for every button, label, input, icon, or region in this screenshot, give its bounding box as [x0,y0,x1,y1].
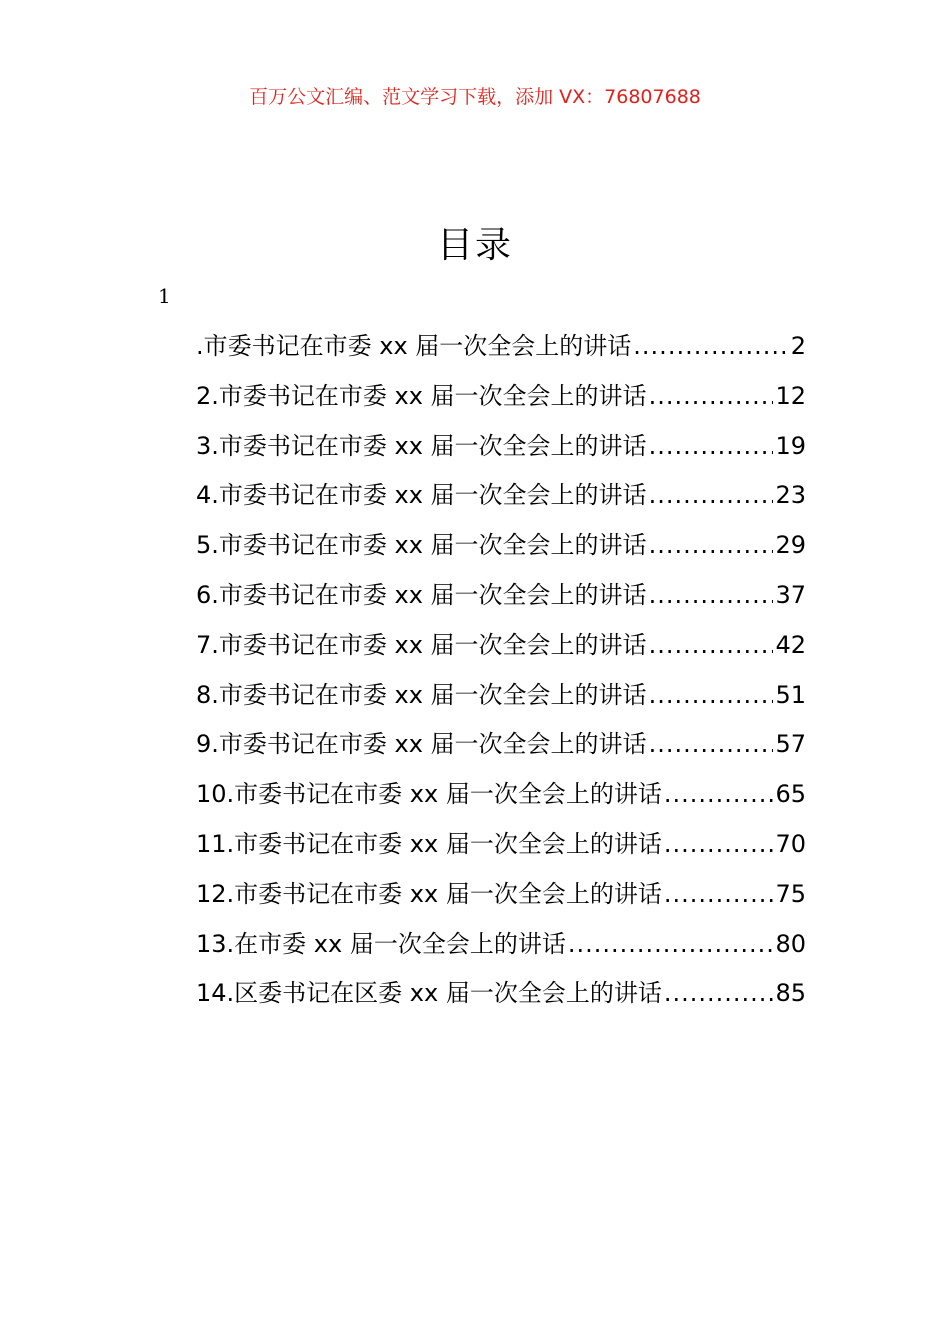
toc-page-number: 85 [775,979,806,1008]
toc-page-number: 80 [775,929,806,958]
toc-leader [568,926,774,962]
toc-page-number: 57 [775,730,806,759]
toc-leader [664,776,774,812]
toc-page-number: 19 [775,431,806,460]
toc-entry[interactable] [196,726,806,776]
toc-leader [649,477,774,513]
toc-page-number: 12 [775,381,806,410]
toc-entry[interactable] [196,328,806,378]
toc-entry[interactable] [196,577,806,627]
toc-leader [633,328,788,364]
toc-entry[interactable] [196,627,806,677]
toc-entry-title: 2.市委书记在市委 xx 届一次全会上的讲话 [196,381,647,410]
toc-page-number: 29 [775,531,806,560]
toc-leader [664,826,774,862]
toc-entry-title: 6.市委书记在市委 xx 届一次全会上的讲话 [196,580,647,609]
toc-entry-title: 10.市委书记在市委 xx 届一次全会上的讲话 [196,780,662,809]
toc-page-number: 37 [775,580,806,609]
toc-page-number: 23 [775,481,806,510]
toc-entry-title: 12.市委书记在市委 xx 届一次全会上的讲话 [196,879,662,908]
toc-page-number: 42 [775,630,806,659]
toc-entry-title: 14.区委书记在区委 xx 届一次全会上的讲话 [196,979,662,1008]
toc-leader [664,975,774,1011]
header-note: 百万公文汇编、范文学习下载，添加 VX：76807688 [249,86,701,108]
page-title: 目录 [436,225,513,266]
toc-leader [649,527,774,563]
toc-entry[interactable] [196,477,806,527]
toc-leader [649,726,774,762]
toc-entry-title: 8.市委书记在市委 xx 届一次全会上的讲话 [196,680,647,709]
toc-entry-title: 13.在市委 xx 届一次全会上的讲话 [196,929,566,958]
toc-entry[interactable] [196,677,806,727]
toc-entry[interactable] [196,378,806,428]
toc-entry[interactable] [196,776,806,826]
toc-entry-title: 5.市委书记在市委 xx 届一次全会上的讲话 [196,531,647,560]
toc-entry-title: 11.市委书记在市委 xx 届一次全会上的讲话 [196,829,662,858]
toc-page-number: 70 [775,829,806,858]
toc-page-number: 51 [775,680,806,709]
toc-leader [649,627,774,663]
toc-list [196,328,806,1025]
toc-entry[interactable] [196,428,806,478]
page-marker: 1 [158,284,171,308]
toc-entry[interactable] [196,527,806,577]
toc-leader [649,577,774,613]
toc-page-number: 65 [775,780,806,809]
toc-leader [649,378,774,414]
toc-page-number: 2 [790,332,806,360]
toc-entry-title: 3.市委书记在市委 xx 届一次全会上的讲话 [196,431,647,460]
toc-page-number: 75 [775,879,806,908]
toc-entry-title: .市委书记在市委 xx 届一次全会上的讲话 [196,332,632,360]
toc-leader [664,876,774,912]
toc-entry-title: 9.市委书记在市委 xx 届一次全会上的讲话 [196,730,647,759]
toc-entry[interactable] [196,826,806,876]
toc-entry-title: 7.市委书记在市委 xx 届一次全会上的讲话 [196,630,647,659]
toc-entry[interactable] [196,876,806,926]
toc-entry[interactable] [196,975,806,1025]
toc-entry[interactable] [196,926,806,976]
toc-leader [649,428,774,464]
toc-entry-title: 4.市委书记在市委 xx 届一次全会上的讲话 [196,481,647,510]
toc-leader [649,677,774,713]
